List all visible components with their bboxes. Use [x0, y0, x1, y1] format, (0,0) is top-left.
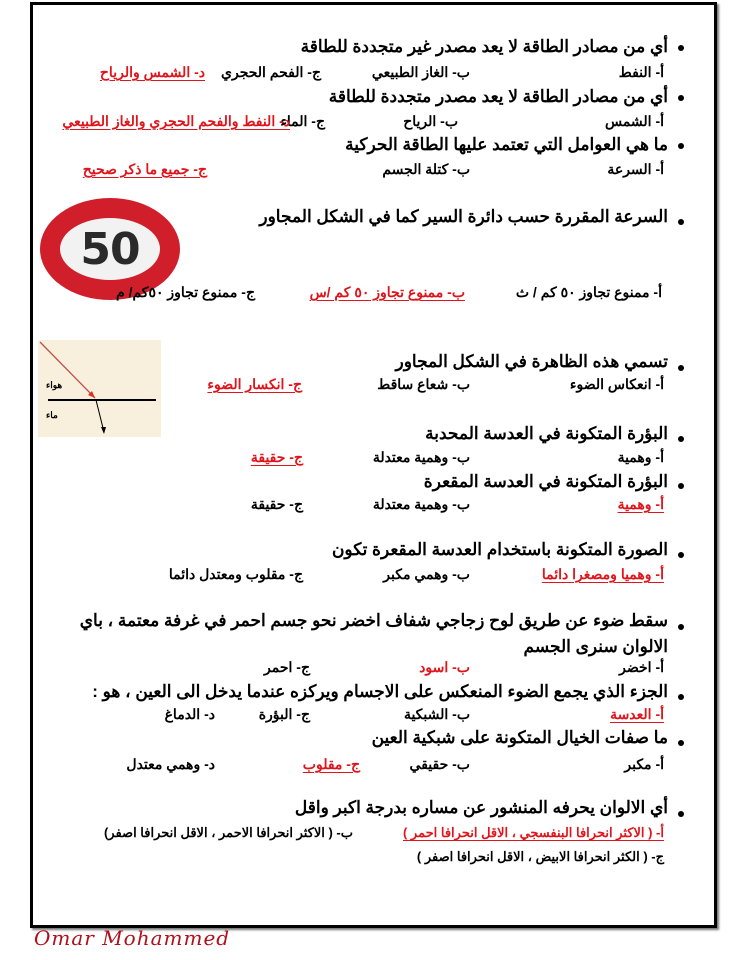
option: أ- وهمية [617, 449, 664, 465]
question-9-line-1: سقط ضوء عن طريق لوح زجاجي شفاف اخضر نحو جسم احمر في غرفة معتمة ، باي [79, 611, 668, 630]
option: أ- السرعة [607, 161, 664, 177]
correct-option: أ- العدسة [610, 706, 664, 722]
option: أ- ممنوع تجاوز ٥٠ كم / ث [515, 284, 662, 300]
question-8: الصورة المتكونة باستخدام العدسة المقعرة تكون [331, 540, 668, 559]
correct-option: أ- وهميا ومصغرا دائما [541, 566, 664, 582]
option: د- الدماغ [164, 706, 215, 722]
correct-option: ج- مقلوب [302, 756, 360, 772]
air-label: هواء [46, 380, 63, 390]
bullet [678, 365, 684, 371]
correct-option: ج- حقيقة [250, 449, 303, 465]
option: أ- اخضر [619, 659, 664, 675]
question-2: أي من مصادر الطاقة لا يعد مصدر متجددة للطاقة [328, 87, 668, 106]
question-3: ما هي العوامل التي تعتمد عليها الطاقة الحركية [345, 135, 668, 154]
option: ج- حقيقة [250, 496, 303, 512]
option: د- وهمي معتدل [126, 756, 215, 772]
question-4: السرعة المقررة حسب دائرة السير كما في الشكل المجاور [259, 207, 668, 226]
option: ب- وهمية معتدلة [372, 449, 470, 465]
option: ج- ( الكثر انحرافا الابيض ، الاقل انحرافا اصفر ) [416, 849, 664, 864]
water-label: ماء [46, 410, 58, 420]
question-6: البؤرة المتكونة في العدسة المحدبة [425, 424, 668, 443]
correct-option: ب- ممنوع تجاوز ٥٠ كم /س [309, 284, 465, 300]
question-1: أي من مصادر الطاقة لا يعد مصدر غير متجددة للطاقة [300, 37, 668, 56]
speed-value: 50 [80, 223, 140, 275]
question-7: البؤرة المتكونة في العدسة المقعرة [423, 472, 668, 491]
question-12: أي الالوان يحرفه المنشور عن مساره بدرجة اكبر واقل [294, 798, 668, 817]
bullet [678, 483, 684, 489]
refraction-diagram [38, 340, 161, 437]
author-signature: Omar Mohammed [34, 926, 231, 950]
option: ج- مقلوب ومعتدل دائما [168, 566, 303, 582]
bullet [678, 811, 684, 817]
bullet [678, 552, 684, 558]
correct-option: د- النفط والفحم الحجري والغاز الطبيعي [62, 113, 290, 129]
option: أ- انعكاس الضوء [569, 376, 664, 392]
option: ج- البؤرة [258, 706, 310, 722]
question-9-line-2: الالوان سنرى الجسم [523, 637, 668, 656]
question-5: تسمي هذه الظاهرة في الشكل المجاور [395, 352, 668, 371]
correct-option: ج- انكسار الضوء [207, 376, 302, 392]
option: ب- شعاع ساقط [377, 376, 470, 392]
option: ج- احمر [264, 659, 310, 675]
option: ب- وهمية معتدلة [372, 496, 470, 512]
bullet [678, 694, 684, 700]
option: ب- الشبكية [403, 706, 470, 722]
bullet [678, 143, 684, 149]
bullet [678, 95, 684, 101]
correct-option: ج- جميع ما ذكر صحيح [82, 161, 207, 177]
option: أ- مكبر [624, 756, 664, 772]
bullet [678, 436, 684, 442]
option: ب- حقيقي [409, 756, 470, 772]
bullet [678, 45, 684, 51]
bullet [678, 740, 684, 746]
option: ب- الغاز الطبيعي [371, 64, 470, 80]
correct-option: ب- اسود [419, 659, 470, 675]
correct-option: أ- وهمية [617, 496, 664, 512]
question-11: ما صفات الخيال المتكونة على شبكية العين [371, 728, 668, 747]
option: ب- كتلة الجسم [382, 161, 470, 177]
option: ب- الرياح [403, 113, 458, 129]
option: ج- ممنوع تجاوز ٥٠كم/ م [116, 284, 255, 300]
bullet [678, 624, 684, 630]
bullet [678, 219, 684, 225]
question-10: الجزء الذي يجمع الضوء المنعكس على الاجسام ويركزه عندما يدخل الى العين ، هو : [92, 682, 668, 701]
option: ب- ( الاكثر انحرافا الاحمر ، الاقل انحرافا اصفر) [103, 825, 353, 840]
option: أ- الشمس [604, 113, 664, 129]
option: ج- الماء [280, 113, 325, 129]
correct-option: أ- ( الاكثر انحرافا البنفسجي ، الاقل انحرافا احمر ) [402, 825, 664, 840]
option: ب- وهمي مكبر [383, 566, 470, 582]
option: أ- النفط [618, 64, 664, 80]
option: ج- الفحم الحجري [221, 64, 321, 80]
correct-option: د- الشمس والرياح [99, 64, 205, 80]
